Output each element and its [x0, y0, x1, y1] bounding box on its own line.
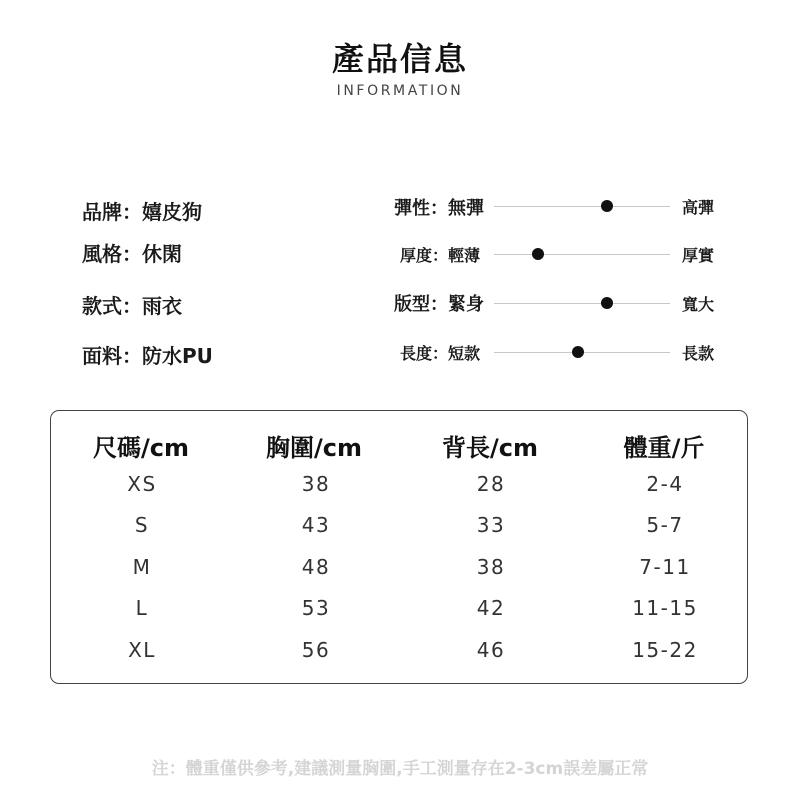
size-table-header: 胸圍/cm — [266, 434, 362, 462]
table-cell: XL — [128, 638, 156, 662]
table-cell: 5-7 — [646, 513, 684, 537]
table-cell: 33 — [476, 513, 506, 537]
table-cell: 42 — [476, 596, 506, 620]
scale-right-label: 厚實 — [682, 246, 715, 265]
table-cell: 15-22 — [632, 638, 698, 662]
scale-track — [494, 254, 670, 255]
scale-marker — [572, 346, 584, 358]
scale-track — [494, 352, 670, 353]
table-cell: 56 — [301, 638, 331, 662]
attribute-material: 面料：防水PU — [82, 344, 213, 368]
scale-label: 厚度：輕薄 — [399, 246, 480, 265]
size-table-header: 體重/斤 — [623, 434, 705, 462]
scale-label: 彈性：無彈 — [394, 198, 484, 219]
scale-label: 版型：緊身 — [394, 294, 484, 315]
table-cell: 38 — [476, 555, 506, 579]
table-cell: 46 — [476, 638, 506, 662]
table-cell: 43 — [301, 513, 331, 537]
scale-marker — [601, 297, 613, 309]
table-cell: 2-4 — [646, 472, 684, 496]
scale-right-label: 寬大 — [682, 295, 715, 314]
table-cell: 48 — [301, 555, 331, 579]
attribute-type: 款式：雨衣 — [82, 294, 182, 318]
scale-right-label: 高彈 — [682, 198, 715, 217]
table-cell: L — [135, 596, 149, 620]
table-cell: 7-11 — [639, 555, 691, 579]
table-cell: 11-15 — [632, 596, 698, 620]
size-table-header: 背長/cm — [442, 434, 538, 462]
table-cell: 38 — [301, 472, 331, 496]
page-subtitle: INFORMATION — [336, 83, 464, 99]
scale-track — [494, 206, 670, 207]
attribute-brand: 品牌：嬉皮狗 — [82, 200, 202, 224]
table-cell: 53 — [301, 596, 331, 620]
scale-marker — [532, 248, 544, 260]
table-cell: S — [134, 513, 150, 537]
table-cell: XS — [127, 472, 157, 496]
scale-track — [494, 303, 670, 304]
page-title: 產品信息 — [331, 40, 468, 78]
footnote: 注：體重僅供參考,建議測量胸圍,手工測量存在2-3cm誤差屬正常 — [151, 759, 649, 779]
size-table-header: 尺碼/cm — [93, 434, 189, 462]
scale-label: 長度：短款 — [399, 344, 480, 363]
scale-marker — [601, 200, 613, 212]
scale-right-label: 長款 — [682, 344, 715, 363]
table-cell: M — [132, 555, 152, 579]
attribute-style: 風格：休閑 — [82, 242, 182, 266]
table-cell: 28 — [476, 472, 506, 496]
